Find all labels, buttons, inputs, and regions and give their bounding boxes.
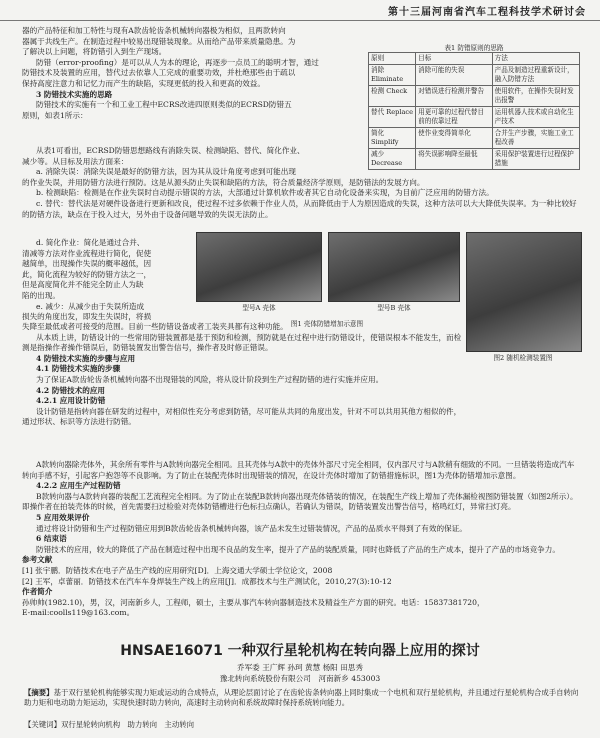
section-heading: 4 防错技术实施的步骤与应用 bbox=[36, 353, 136, 363]
table-header: 原则 bbox=[369, 53, 416, 65]
body-line: d. 简化作业：简化是通过合并、 bbox=[36, 238, 145, 247]
body-line: 从表1可看出，ECRSD防错思想路线有消除失误、检测缺陷、替代、简化作业、 bbox=[36, 146, 305, 155]
table-cell: 产品及制造过程重新设计，融入防错方法 bbox=[492, 65, 579, 86]
section-heading: 6 结束语 bbox=[36, 534, 67, 544]
article-authors: 乔军委 王广辉 孙珂 黄慧 杨阳 田思秀 bbox=[237, 663, 363, 672]
table-cell: 替代 Replace bbox=[369, 107, 416, 128]
intro-block bbox=[22, 26, 362, 121]
table-row bbox=[369, 86, 580, 107]
application-block bbox=[22, 460, 580, 619]
table-cell: 将失误影响降至最低 bbox=[416, 149, 492, 170]
body-line: 减少等。从目标及用法方面来： bbox=[22, 156, 129, 166]
body-line: a. 消除失误：消除失误是最好的防错方法，因为其从设计角度考虑到可能出现 bbox=[36, 167, 296, 177]
steps-block bbox=[22, 322, 462, 428]
intro-line: 器的产品特征和加工特性与现有A款齿轮齿条机械转向器极为相似，且两款转向 bbox=[22, 26, 286, 35]
intro-line: 防错技术及装置的应用，替代过去依靠人工完成的重要功效，并杜绝那些由于疏以 bbox=[22, 68, 296, 78]
section-heading: 3 防错技术实施的思路 bbox=[36, 89, 113, 99]
section-heading: 4.2.2 应用生产过程防错 bbox=[36, 481, 121, 491]
detection-device-photo bbox=[466, 232, 582, 352]
body-line: 此，简化流程为较好的防错方法之一， bbox=[22, 269, 152, 279]
body-line: 的作业失误，并用防错方法进行预防。这是从源头防止失误和缺陷的方法，符合质量经济学原则，是防错法的发展方向。 bbox=[22, 177, 425, 187]
intro-line: 器属于共线生产。在制造过程中较易出现错装现象。从而给产品带来质量隐患。为 bbox=[22, 36, 296, 46]
table-cell: 使作业变得简单化 bbox=[416, 128, 492, 149]
page-header bbox=[0, 0, 600, 21]
table-cell: 运用机器人技术或自动化生产技术 bbox=[492, 107, 579, 128]
body-line: 设计防错是指转向器在研发的过程中，对相似性充分考虑到防错，尽可能从共同的角度出发，针对不可以共用其他方相似的件，通过形状、标识等方法进行防错。 bbox=[22, 406, 462, 427]
article-affiliation: 豫北转向系统股份有限公司 河南新乡 453003 bbox=[219, 674, 381, 683]
intro-line: 了解决以上问题，将防错引入到生产现场。 bbox=[22, 47, 167, 57]
body-line: 从本质上讲，防错设计的一些常用防错装置都是基于预防和检测，预防就是在过程中进行防错设计，使错误根本不能发生，而检测是指操作者操作错误后，防错装置发出警告信号，操作者及时修正错误。 bbox=[22, 332, 462, 353]
body-line: 越简单，出现操作失误的概率越低，因 bbox=[22, 259, 152, 269]
figure-label: 型号A 壳体 bbox=[242, 304, 276, 312]
body-line: b. 检测缺陷：检测是在作业失误时自动提示错误的方法，大部通过计算机软件或者其它自动化设备来实现，为目前广泛应用的防错方法。 bbox=[36, 188, 494, 198]
table-cell: 合并生产步骤，实施工业工程改善 bbox=[492, 128, 579, 149]
keywords: 【关键词】双行星轮转向机构 助力转向 主动转向 bbox=[24, 720, 194, 729]
figure-label: 型号B 壳体 bbox=[377, 304, 411, 312]
table-header: 方法 bbox=[492, 53, 579, 65]
author-bio: E-mail:coolls119@163.com。 bbox=[22, 608, 135, 618]
body-line: 通过将设计防错和生产过程防错应用到B款齿轮齿条机械转向器，该产品未发生过错装情况，产品的品质水平得到了有效的保证。 bbox=[36, 523, 467, 533]
table-cell: 用更可靠的过程代替目前的依靠过程 bbox=[416, 107, 492, 128]
table-cell: 检测 Check bbox=[369, 86, 416, 107]
body-line: 原则，如表1所示： bbox=[22, 110, 88, 120]
table-header: 目标 bbox=[416, 53, 492, 65]
figure-2-caption: 图2 随机检测装置图 bbox=[493, 354, 553, 362]
abstract bbox=[24, 688, 580, 708]
body-line: c. 替代：替代法是对硬件设备进行更新和改良，使过程不过多依赖于作业人员，从而降低由于人为原因造成的失误，这种方法可以大大降低失误率。为一种比较好的防错方法，缺点在于投入过大，另外由于设备问题导致的失误无法防止。 bbox=[22, 198, 577, 219]
abstract-text: 基于双行星轮机构能够实现力矩或运动的合成特点，从理论层面讨论了在齿轮齿条转向器上同时集成一个电机和双行星轮机构，并且通过行星轮机构合成手自转向助力矩和电动助力矩运动，实现快速时助力转向，高速时主动转向和系统故障时保持系统转向能力。 bbox=[24, 688, 579, 707]
table-row bbox=[369, 107, 580, 128]
body-line: 损失的角度出发，即发生失误时，将损 bbox=[22, 312, 152, 322]
principles-block bbox=[22, 146, 580, 220]
figure-1-caption: 图1 壳体防错增加示意图 bbox=[290, 320, 364, 328]
journal-title: 第十三届河南省汽车工程科技学术研讨会 bbox=[388, 7, 586, 18]
table-cell: 使用软件，在操作失误时发出报警 bbox=[492, 86, 579, 107]
table-cell: 采用保护装置进行过程保护措施 bbox=[492, 149, 579, 170]
table-cell: 减少 Decrease bbox=[369, 149, 416, 170]
body-line: A款转向器除壳体外，其余所有零件与A款转向器完全相同。且其壳体与A款中的壳体外部尺寸完全相同，仅内部尺寸与A款稍有细致的不同。一旦错装将造成汽车转向手感不好，引起客户抱怨等不良影响。为了防止在装配壳体时出现错装的情况，在设计壳体时增加了防错措施标识，图1为壳体防错增加示意图。 bbox=[22, 460, 575, 480]
body-line: 为了保证A款齿轮齿条机械转向器不出现错装的风险，将从设计阶段到生产过程防错的进行实施并应用。 bbox=[36, 374, 384, 384]
table-cell: 消除可能的失误 bbox=[416, 65, 492, 86]
intro-line: 保持高度注意力和记忆力而产生的缺陷，实现更低的投入和更高的效益。 bbox=[22, 78, 265, 88]
table-row bbox=[369, 65, 580, 86]
article-title: HNSAE16071 一种双行星轮机构在转向器上应用的探讨 bbox=[120, 643, 480, 659]
body-line: B款转向器与A款转向器的装配工艺流程完全相同。为了防止在装配B款转向器出现壳体错装的情况，在装配生产线上增加了壳体漏检视图防错装置（如图2所示）。即操作者在拍装壳体的时候，首先需要扫过检验对壳体防错槽进行色标扫点确认，若确认为错误，防错装置发出警告信号，格鸣红灯，异常扫灯亮。 bbox=[22, 491, 578, 512]
table-cell: 消除 Eliminate bbox=[369, 65, 416, 86]
body-line: 防错技术的应用，较大的降低了产品在制造过程中出现不良品的发生率，提升了产品的装配质量，同时也降低了产品的生产成本，提升了产品的市场竞争力。 bbox=[36, 544, 560, 554]
body-line: e. 减少：从减少由于失误所造成 bbox=[36, 301, 145, 311]
body-line: 但是高度简化并不能完全防止人为缺 bbox=[22, 280, 144, 290]
body-line: 陷的出现。 bbox=[22, 290, 60, 300]
body-line: 防错技术的实施有一个和工业工程中ECRS改进四原则类似的ECRSD防错五 bbox=[36, 100, 292, 110]
reference-item: [2] 王军，卓蕾丽．防错技术在汽车车身焊装生产线上的应用[J]．成都技术与生产测试化，2010,27(3):10-12 bbox=[22, 576, 392, 586]
author-bio: 孙帅帅(1982.10)，男，汉，河南新乡人，工程师，硕士，主要从事汽车转向器制造技术及精益生产方面的研究。电话：15837381720， bbox=[22, 597, 485, 607]
table-cell: 简化 Simplify bbox=[369, 128, 416, 149]
section-heading: 4.2 防错技术的应用 bbox=[36, 385, 106, 395]
section-heading: 4.1 防错技术实施的步骤 bbox=[36, 364, 121, 374]
body-line: 失降至最低或者可接受的范围。目前一些防错设备或者工装夹具都有这种功能。 bbox=[22, 322, 288, 331]
housing-b-photo bbox=[328, 232, 460, 312]
simplify-block bbox=[22, 238, 190, 323]
housing-a-photo bbox=[196, 232, 322, 312]
body-line: 清减等方法对作业流程进行简化，促使 bbox=[22, 248, 152, 258]
section-heading: 4.2.1 应用设计防错 bbox=[36, 396, 106, 406]
abstract-label: 【摘要】 bbox=[24, 688, 54, 697]
reference-item: [1] 张宇鹏．防错技术在电子产品生产线的应用研究[D]．上海交通大学硕士学位论文，2008 bbox=[22, 565, 333, 575]
references-title: 参考文献 bbox=[22, 555, 53, 565]
section-heading: 5 应用效果评价 bbox=[36, 512, 90, 522]
author-title: 作者简介 bbox=[22, 587, 53, 597]
table-cell: 对错误进行检测并警告 bbox=[416, 86, 492, 107]
intro-line: 防错（error-proofing）是可以从人为本的理论，再逐步一点员工的聪明才智，通过 bbox=[36, 57, 319, 67]
table-caption: 表1 防错原则的思路 bbox=[444, 44, 504, 52]
